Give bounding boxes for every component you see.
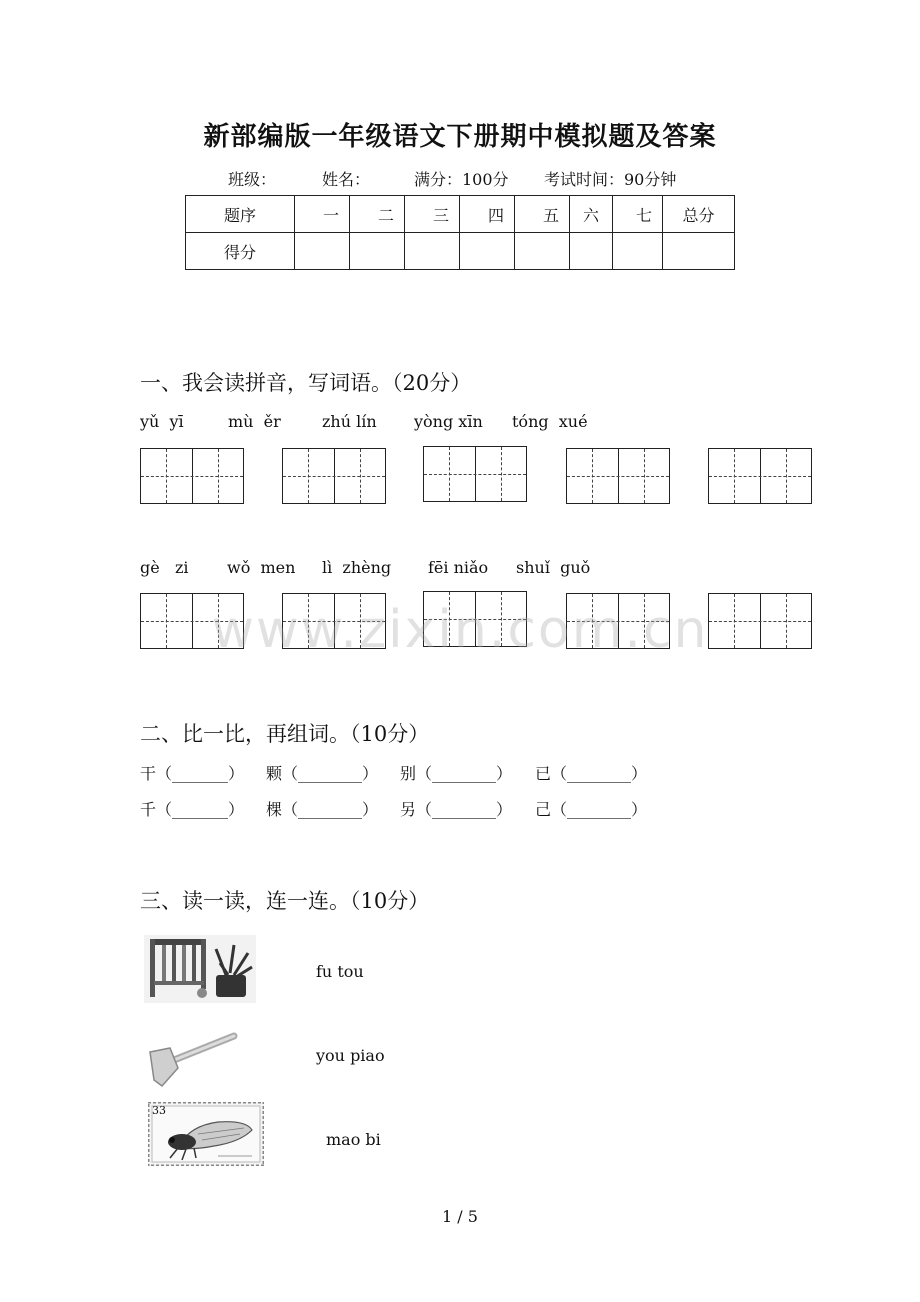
score-cell[interactable] (350, 233, 405, 270)
score-cell[interactable] (460, 233, 515, 270)
writing-grid[interactable] (423, 446, 527, 502)
page-number: 1 / 5 (442, 1207, 478, 1226)
stamp-value: 33 (152, 1104, 166, 1117)
abacus-plant-image[interactable] (144, 935, 256, 1003)
table-header-cell: 五 (515, 196, 570, 233)
score-cell[interactable] (405, 233, 460, 270)
pinyin-label: mù ěr (228, 412, 281, 431)
compare-word-item[interactable]: 另（________） (400, 800, 513, 819)
class-label: 班级： (228, 170, 277, 189)
exam-time: 考试时间：90分钟 (544, 170, 677, 189)
score-cell[interactable] (613, 233, 663, 270)
full-marks: 满分：100分 (414, 170, 509, 189)
compare-word-item[interactable]: 颗（________） (266, 764, 379, 783)
score-table (185, 195, 735, 270)
watermark: www.zixin.com.cn (211, 600, 709, 660)
match-item[interactable]: you piao (316, 1046, 385, 1065)
writing-grid[interactable] (282, 448, 386, 504)
table-header-cell: 三 (405, 196, 460, 233)
section-2-heading: 二、比一比，再组词。（10分） (140, 722, 430, 746)
writing-grid[interactable] (140, 448, 244, 504)
page-title: 新部编版一年级语文下册期中模拟题及答案 (203, 122, 717, 152)
pinyin-label: wǒ men (227, 558, 296, 577)
writing-grid[interactable] (708, 448, 812, 504)
table-row-label: 得分 (186, 233, 295, 270)
score-cell[interactable] (570, 233, 613, 270)
pinyin-label: yòng xīn (414, 412, 483, 431)
compare-word-item[interactable]: 别（________） (400, 764, 513, 783)
table-header-cell: 二 (350, 196, 405, 233)
table-header-cell: 一 (295, 196, 350, 233)
section-1-heading: 一、我会读拼音，写词语。（20分） (140, 371, 472, 395)
table-header-cell: 总分 (663, 196, 735, 233)
match-item[interactable]: mao bi (326, 1130, 381, 1149)
section-3-heading: 三、读一读，连一连。（10分） (140, 889, 430, 913)
table-header-cell: 四 (460, 196, 515, 233)
match-item[interactable]: fu tou (316, 962, 364, 981)
table-header-cell: 题序 (186, 196, 295, 233)
axe-image[interactable] (144, 1030, 240, 1088)
compare-word-item[interactable]: 棵（________） (266, 800, 379, 819)
pinyin-label: zhú lín (322, 412, 377, 431)
table-header-cell: 七 (613, 196, 663, 233)
pinyin-label: tóng xué (512, 412, 588, 431)
compare-word-item[interactable]: 已（________） (535, 764, 648, 783)
name-label: 姓名： (322, 170, 371, 189)
compare-word-item[interactable]: 己（________） (535, 800, 648, 819)
pinyin-label: yǔ yī (140, 412, 184, 431)
compare-word-item[interactable]: 千（_______） (140, 800, 245, 819)
score-cell[interactable] (663, 233, 735, 270)
pinyin-label: lì zhèng (322, 558, 392, 577)
writing-grid[interactable] (566, 448, 670, 504)
pinyin-label: gè zi (140, 558, 189, 577)
score-table-header-row (186, 196, 735, 233)
pinyin-label: fēi niǎo (428, 558, 489, 577)
compare-word-item[interactable]: 干（_______） (140, 764, 245, 783)
table-header-cell: 六 (570, 196, 613, 233)
score-cell[interactable] (515, 233, 570, 270)
score-cell[interactable] (295, 233, 350, 270)
pinyin-label: shuǐ guǒ (516, 558, 591, 577)
score-table-score-row (186, 233, 735, 270)
